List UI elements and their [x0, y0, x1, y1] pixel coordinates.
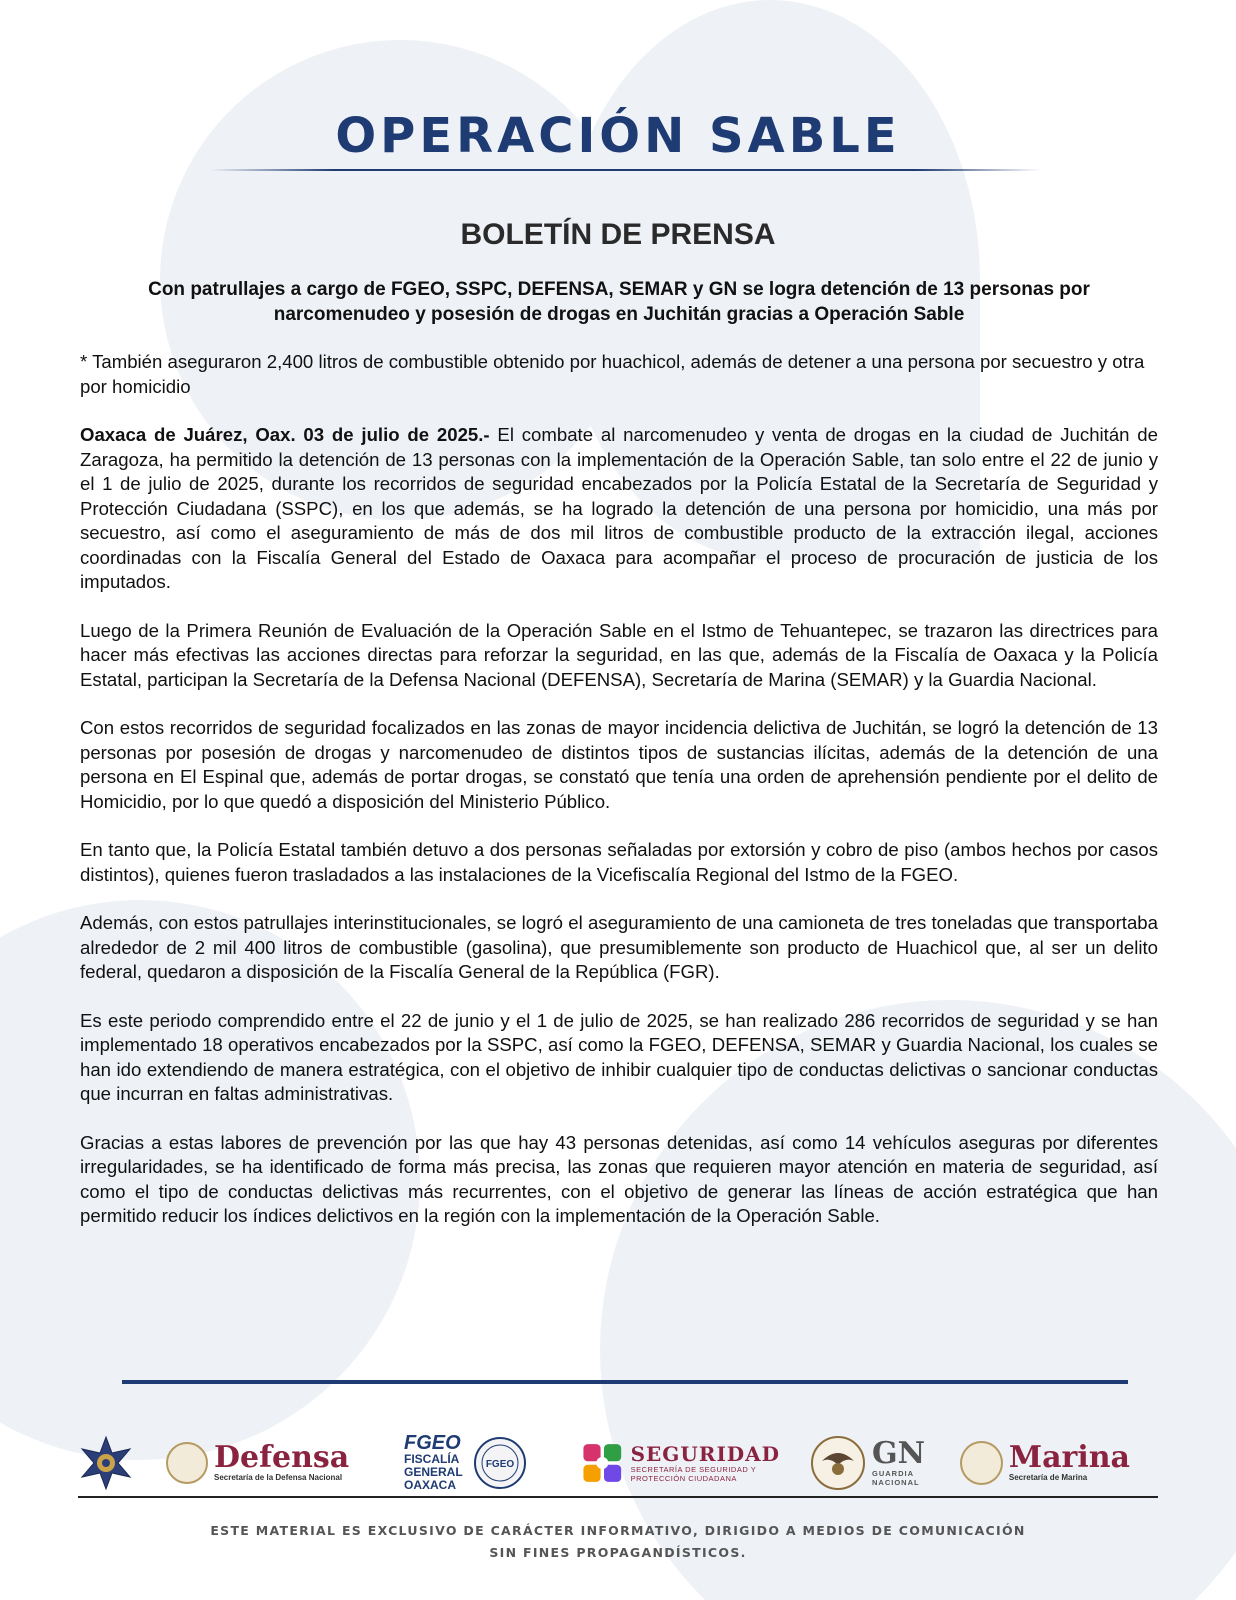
- lead-paragraph: [80, 423, 1158, 595]
- seguridad-subtitle: PROTECCIÓN CIUDADANA: [630, 1473, 737, 1483]
- seguridad-subtitle: SECRETARÍA DE SEGURIDAD Y: [630, 1464, 757, 1474]
- footer-bottom-divider: [78, 1496, 1158, 1498]
- defensa-logo: [166, 1442, 356, 1484]
- paragraph: Gracias a estas labores de prevención por las que hay 43 personas detenidas, así como 14 vehículos aseguras por diferentes irregularidades, se ha identificado de forma más precisa, las zonas que requieren mayor atención en materia de seguridad, así como el tipo de conductas delictivas más recurrentes, con el objetivo de generar las líneas de acción estratégica que han permitido reducir los índices delictivos en la región con la implementación de la Operación Sable.: [80, 1131, 1158, 1226]
- banner-underline: [210, 169, 1040, 171]
- disclaimer-line: ESTE MATERIAL ES EXCLUSIVO DE CARÁCTER INFORMATIVO, DIRIGIDO A MEDIOS DE COMUNICACIÓN: [210, 1523, 1026, 1538]
- gn-subtitle: GUARDIA: [872, 1468, 914, 1478]
- seguridad-name: SEGURIDAD: [630, 1441, 780, 1466]
- gn-subtitle: NACIONAL: [872, 1477, 920, 1487]
- seguridad-logo: [580, 1437, 780, 1489]
- police-star-badge-icon: [78, 1435, 134, 1491]
- gn-name: GN: [872, 1435, 926, 1471]
- paragraph: Con estos recorridos de seguridad focalizados en las zonas de mayor incidencia delictiva de Juchitán, se logró la detención de 13 personas por posesión de drogas y narcomenudeo de distintos tipos de sustancias ilícitas, además de la detención de una persona en El Espinal que, además de portar drogas, se constató que tenía una orden de aprehensión pendiente por el delito de Homicidio, por lo que quedó a disposición del Ministerio Público.: [80, 717, 1158, 812]
- paragraph: Luego de la Primera Reunión de Evaluación de la Operación Sable en el Istmo de Tehuantepec, se trazaron las directrices para hacer más efectivas las acciones directas para reforzar la seguridad, en las que, además de la Fiscalía de Oaxaca y la Policía Estatal, participan la Secretaría de la Defensa Nacional (DEFENSA), Secretaría de Marina (SEMAR) y la Guardia Nacional.: [80, 619, 1158, 690]
- disclaimer: [0, 1520, 1236, 1564]
- mexican-eagle-seal-icon: [166, 1442, 208, 1484]
- guardia-nacional-logo: [810, 1435, 940, 1491]
- marina-name: Marina: [1008, 1440, 1130, 1475]
- defensa-name: Defensa: [214, 1440, 350, 1475]
- fgeo-line: OAXACA: [404, 1478, 457, 1492]
- operation-banner-title: OPERACIÓN SABLE: [335, 108, 901, 164]
- institution-logos: [78, 1425, 1158, 1500]
- fgeo-acronym: FGEO: [404, 1432, 461, 1454]
- marina-subtitle: Secretaría de Marina: [1008, 1473, 1088, 1482]
- sspc-emblem-icon: [580, 1437, 625, 1489]
- paragraph: Es este periodo comprendido entre el 22 de junio y el 1 de julio de 2025, se han realizado 286 recorridos de seguridad y se han implementado 18 operativos encabezados por la SSPC, así como la FGEO, DEFENSA, SEMAR y Guardia Nacional, los cuales se han ido extendiendo de manera estratégica, con el objetivo de inhibir cualquier tipo de conductas delictivas o sancionar conductas que incurran en faltas administrativas.: [80, 1009, 1158, 1104]
- headline: Con patrullajes a cargo de FGEO, SSPC, DEFENSA, SEMAR y GN se logra detención de 13 personas por narcomenudeo y posesión de drogas en Juchitán gracias a Operación Sable: [148, 279, 1090, 325]
- document-title: BOLETÍN DE PRENSA: [460, 218, 776, 251]
- dateline: Oaxaca de Juárez, Oax. 03 de julio de 2025.-: [80, 424, 490, 445]
- guardia-nacional-eagle-icon: [810, 1435, 866, 1491]
- marina-logo: [960, 1441, 1130, 1485]
- article-body: [80, 350, 1158, 1253]
- paragraph: En tanto que, la Policía Estatal también detuvo a dos personas señaladas por extorsión y cobro de piso (ambos hechos por casos distintos), quienes fueron trasladados a las instalaciones de la Vicefiscalía Regional del Istmo de la FGEO.: [80, 839, 1158, 885]
- lead-text: El combate al narcomenudeo y venta de drogas en la ciudad de Juchitán de Zaragoza, ha permitido la detención de 13 personas con la implementación de la Operación Sable, tan solo entre el 22 de junio y el 1 de julio de 2025, durante los recorridos de seguridad encabezados por la Policía Estatal de la Secretaría de Seguridad y Protección Ciudadana (SSPC), en los que además, se ha logrado la detención de una persona por homicidio, una más por secuestro, así como el aseguramiento de más de dos mil litros de combustible producto de la extracción ilegal, acciones coordinadas con la Fiscalía General del Estado de Oaxaca para acompañar el proceso de procuración de justicia de los imputados.: [80, 424, 1158, 592]
- paragraph: Además, con estos patrullajes interinstitucionales, se logró el aseguramiento de una camioneta de tres toneladas que transportaba alrededor de 2 mil 400 litros de combustible (gasolina), que presumiblemente son producto de Huachicol que, al ser un delito federal, quedaron a disposición de la Fiscalía General de la República (FGR).: [80, 912, 1158, 982]
- fgeo-seal-icon: [473, 1436, 527, 1490]
- fgeo-seal-text: FGEO: [485, 1458, 514, 1470]
- mexican-eagle-seal-icon: [960, 1441, 1003, 1485]
- police-logo: [78, 1435, 140, 1491]
- fgeo-line: GENERAL: [404, 1465, 463, 1479]
- disclaimer-line: SIN FINES PROPAGANDÍSTICOS.: [489, 1545, 747, 1560]
- fgeo-line: FISCALÍA: [404, 1452, 460, 1466]
- defensa-subtitle: Secretaría de la Defensa Nacional: [214, 1473, 343, 1482]
- fgeo-logo: [404, 1433, 544, 1492]
- footer-divider: [122, 1380, 1128, 1384]
- subheadline: * También aseguraron 2,400 litros de combustible obtenido por huachicol, además de detener a una persona por secuestro y otra por homicidio: [80, 351, 1145, 397]
